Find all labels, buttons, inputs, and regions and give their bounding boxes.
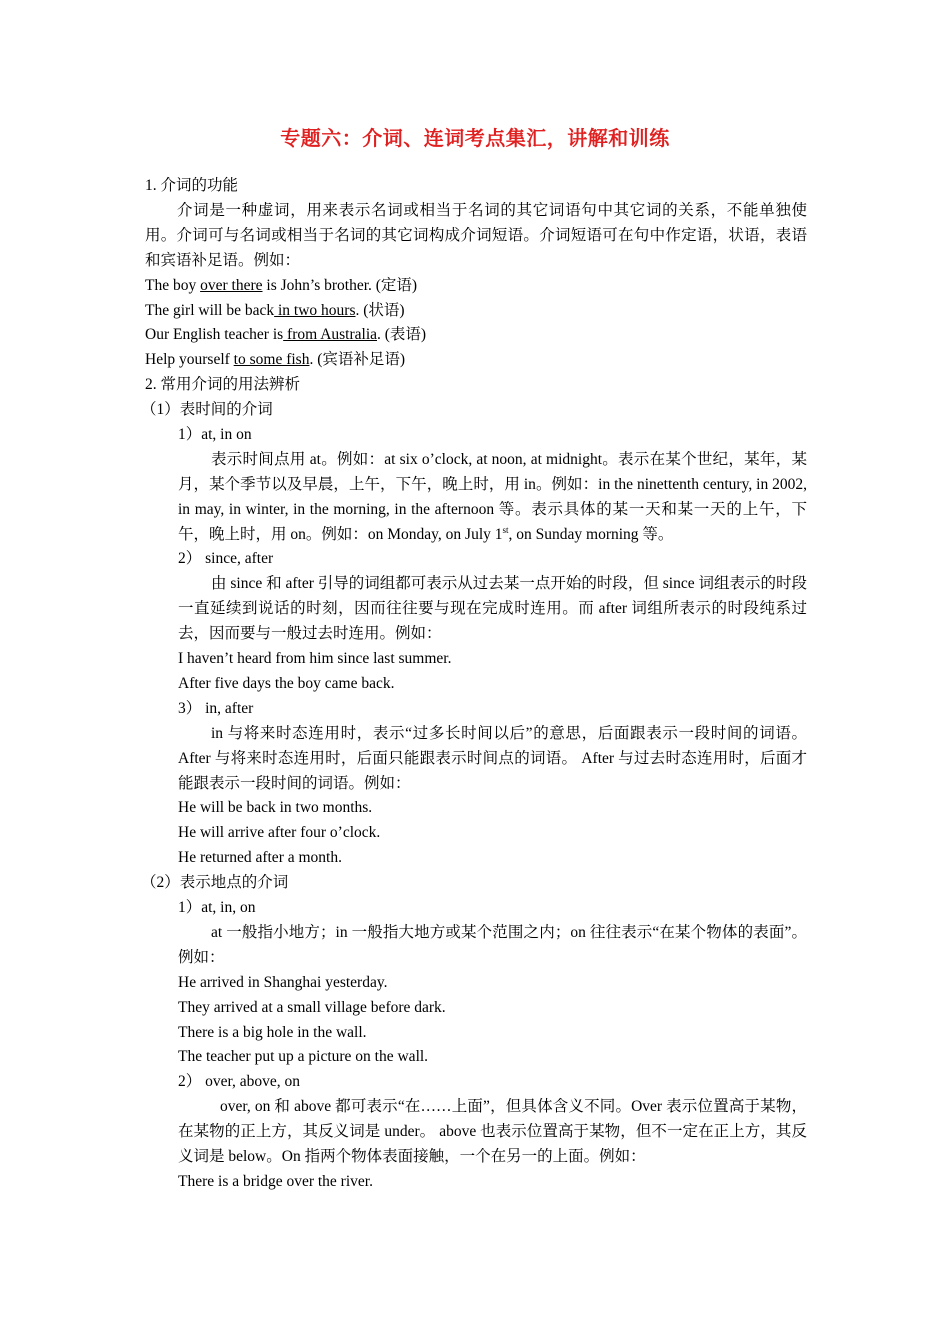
section-heading: 2. 常用介词的用法辨析 [145, 376, 301, 394]
paragraph [178, 448, 807, 548]
item-heading: 2） since, after [178, 550, 274, 568]
example-text: The girl will be back [145, 301, 275, 319]
section-heading: 1. 介词的功能 [145, 177, 239, 194]
example-sentence: He returned after a month. [178, 849, 342, 867]
paragraph: 介词是一种虚词，用来表示名词或相当于名词的其它词语句中其它词的关系，不能单独使用。介词可与名词或相当于名词的其它词构成介词短语。介词短语可在句中作定语，状语，表语和宾语补足语。例如： [145, 201, 807, 269]
example-sentence: I haven’t heard from him since last summer. [178, 650, 452, 668]
item-heading: 2） over, above, on [178, 1073, 301, 1091]
example-underlined: to some fish [233, 351, 310, 369]
item-heading: 1）at, in on [178, 425, 252, 443]
example-underlined: from Australia [283, 326, 378, 344]
example-sentence: The teacher put up a picture on the wall. [178, 1048, 429, 1066]
item-heading: 3） in, after [178, 699, 254, 717]
example-sentence: After five days the boy came back. [178, 674, 395, 692]
example-sentence [145, 323, 807, 348]
example-text: Our English teacher is [145, 326, 284, 344]
example-sentence: He will arrive after four o’clock. [178, 824, 381, 842]
example-sentence [145, 274, 807, 299]
paragraph: 由 since 和 after 引导的词组都可表示从过去某一点开始的时段，但 since 词组表示的时段一直延续到说话的时刻，因而往往要与现在完成时连用。而 after 词组所表示的时段纯系过去，因而要与一般过去时连用。例如： [178, 575, 807, 643]
document-body [141, 174, 807, 1195]
paragraph: in 与将来时态连用时，表示“过多长时间以后”的意思，后面跟表示一段时间的词语。After 与将来时态连用时，后面只能跟表示时间点的词语。 After 与过去时态连用时，后面才能跟表示一段时间的词语。例如： [178, 724, 807, 792]
example-sentence: He will be back in two months. [178, 799, 373, 817]
example-text: The boy [145, 276, 201, 294]
superscript: st [502, 524, 509, 535]
example-text: . (宾语补足语) [309, 351, 406, 369]
subsection-heading: （2）表示地点的介词 [141, 874, 289, 892]
paragraph: over, on 和 above 都可表示“在……上面”，但具体含义不同。Over 表示位置高于某物，在某物的正上方，其反义词是 under。 above 也表示位置高于某物，但不一定在正上方，其反义词是 below。On 指两个物体表面接触，一个在另一的上面。例如： [178, 1098, 807, 1165]
example-text: is John’s brother. (定语) [262, 276, 418, 294]
paragraph-text: , on Sunday morning 等。 [508, 525, 674, 543]
example-text: Help yourself [145, 351, 234, 369]
example-underlined: over there [200, 276, 263, 294]
example-sentence: There is a bridge over the river. [178, 1172, 373, 1190]
example-sentence: They arrived at a small village before dark. [178, 998, 446, 1016]
example-sentence [145, 299, 807, 324]
document-title: 专题六：介词、连词考点集汇，讲解和训练 [280, 126, 670, 150]
example-sentence [145, 348, 807, 373]
item-heading: 1）at, in, on [178, 899, 256, 917]
paragraph: at 一般指小地方；in 一般指大地方或某个范围之内；on 往往表示“在某个物体的表面”。例如： [178, 923, 807, 966]
paragraph-text: 表示时间点用 at。例如：at six o’clock, at noon, at midnight。表示在某个世纪，某年，某月，某个季节以及早晨，上午，下午，晚上时，用 in。例如：in the ninettenth century, in 2002, in may, in winter, in the morning, in the afternoon 等。表示具体的某一天和某一天的上午，下午，晚上时，用 on。例如：on Monday, on July 1 [178, 450, 807, 543]
example-underlined: in two hours [274, 301, 356, 319]
example-sentence: There is a big hole in the wall. [178, 1023, 367, 1041]
example-text: . (表语) [377, 326, 427, 344]
example-sentence: He arrived in Shanghai yesterday. [178, 973, 388, 991]
subsection-heading: （1）表时间的介词 [141, 401, 273, 419]
example-text: . (状语) [355, 301, 405, 319]
